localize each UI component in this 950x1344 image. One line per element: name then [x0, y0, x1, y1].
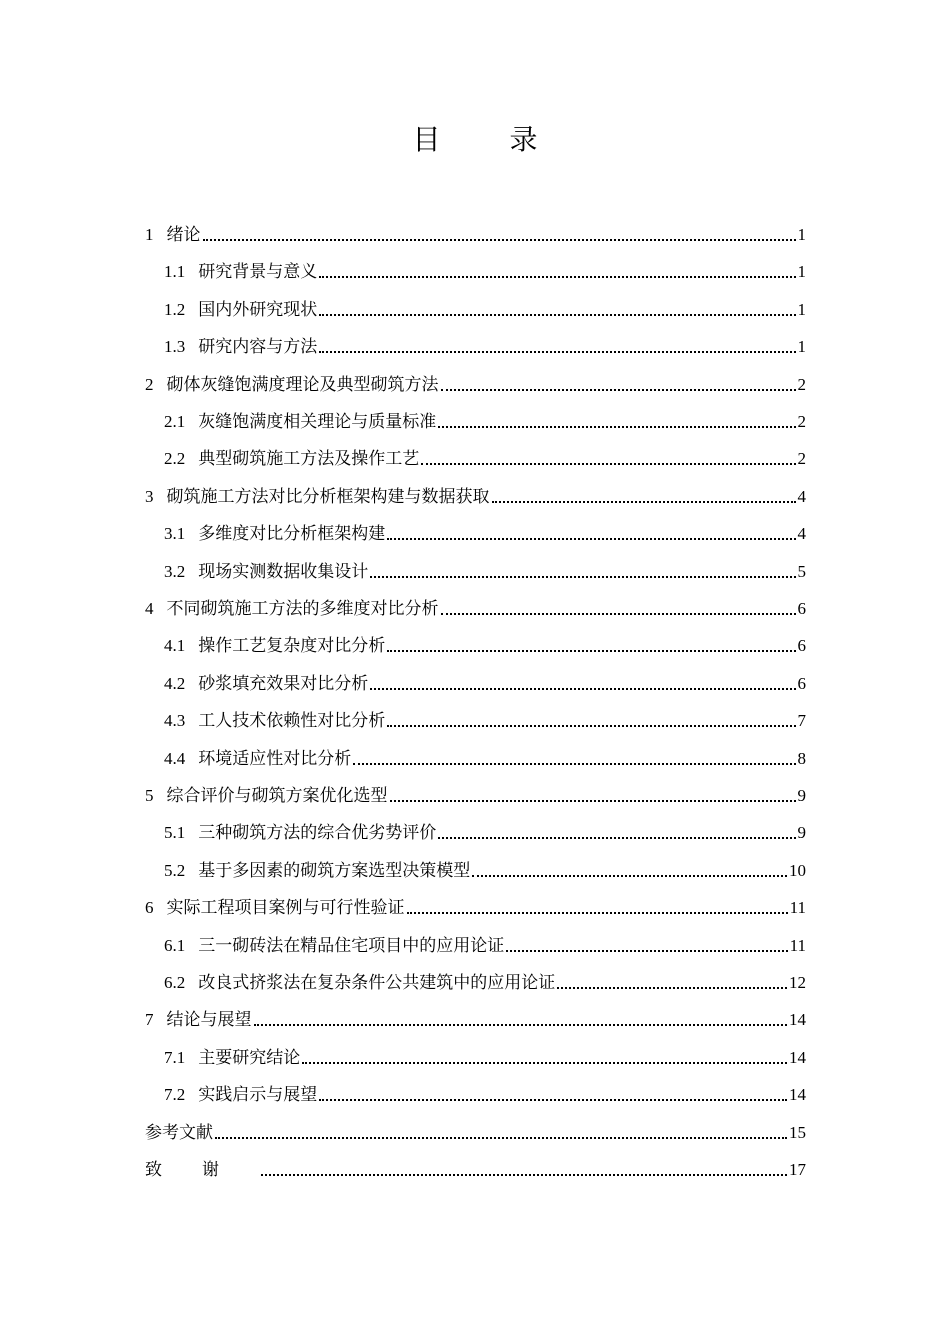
toc-entry-number: 6.1 [164, 935, 186, 955]
toc-leader-dots [370, 575, 795, 578]
toc-entry[interactable] [164, 553, 806, 583]
toc-entry-page: 6 [797, 636, 806, 656]
toc-entry[interactable] [164, 440, 806, 470]
toc-entry[interactable] [145, 889, 806, 919]
toc-entry-title: 研究背景与意义 [198, 262, 318, 283]
toc-entry-page: 14 [789, 1047, 806, 1067]
toc-entry-page: 1 [797, 299, 806, 319]
toc-entry[interactable] [164, 852, 806, 882]
toc-entry-page: 14 [789, 1085, 806, 1105]
toc-entry-number: 7.2 [164, 1085, 186, 1105]
toc-entry-number: 1.3 [164, 337, 186, 357]
toc-entry[interactable] [164, 702, 806, 732]
toc-leader-dots [215, 1136, 787, 1139]
toc-leader-dots [506, 949, 787, 952]
toc-leader-dots [441, 612, 796, 615]
toc-leader-dots [353, 762, 795, 765]
toc-entry-title: 结论与展望 [166, 1010, 252, 1031]
toc-entry-number: 4.1 [164, 636, 186, 656]
toc-entry[interactable] [164, 964, 806, 994]
toc-entry[interactable] [145, 366, 806, 396]
toc-entry-title: 研究内容与方法 [198, 337, 318, 358]
toc-leader-dots [370, 687, 795, 690]
toc-entry-title: 砂浆填充效果对比分析 [198, 673, 369, 694]
toc-entry-page: 12 [789, 973, 806, 992]
toc-entry-page: 2 [797, 374, 806, 394]
toc-entry-title: 灰缝饱满度相关理论与质量标准 [198, 412, 437, 432]
toc-entry[interactable] [145, 777, 806, 807]
toc-entry-title: 工人技术依赖性对比分析 [198, 711, 386, 732]
toc-entry-number: 1 [145, 225, 154, 244]
toc-entry-page: 9 [797, 786, 806, 805]
toc-entry-number: 3.1 [164, 524, 186, 544]
toc-entry-title: 砌筑施工方法对比分析框架构建与数据获取 [166, 486, 490, 507]
toc-entry-number: 3 [145, 486, 154, 506]
toc-entry-title: 绪论 [166, 225, 201, 245]
toc-entry-number: 2.2 [164, 449, 186, 469]
toc-entry-number: 4.2 [164, 673, 186, 693]
toc-leader-dots [472, 874, 787, 877]
toc-entry-page: 11 [789, 898, 806, 918]
toc-entry-number: 5.1 [164, 823, 186, 843]
toc-entry-number: 5 [145, 786, 154, 805]
toc-entry[interactable] [164, 740, 806, 770]
toc-leader-dots [302, 1061, 787, 1064]
toc-entry-page: 4 [797, 524, 806, 544]
toc-entry[interactable] [145, 478, 806, 508]
toc-entry-page: 4 [797, 486, 806, 506]
toc-entry-title: 致谢 [145, 1160, 259, 1180]
toc-entry-number: 3.2 [164, 561, 186, 581]
toc-entry-title: 参考文献 [145, 1122, 213, 1143]
toc-entry-number: 4 [145, 599, 154, 618]
toc-entry-page: 15 [789, 1122, 806, 1142]
toc-entry-number: 1.2 [164, 299, 186, 319]
toc-entry-title: 综合评价与砌筑方案优化选型 [166, 786, 388, 806]
toc-entry[interactable] [164, 291, 806, 321]
toc-entry[interactable] [164, 927, 806, 957]
toc-entry-number: 7.1 [164, 1047, 186, 1067]
toc-entry-title: 操作工艺复杂度对比分析 [198, 636, 386, 657]
toc-entry[interactable] [164, 814, 806, 844]
toc-leader-dots [319, 275, 795, 278]
toc-entry-page: 1 [797, 262, 806, 282]
toc-entry-page: 14 [789, 1010, 806, 1030]
toc-entry-page: 9 [797, 823, 806, 843]
toc-leader-dots [319, 313, 795, 316]
toc-entry-title: 实际工程项目案例与可行性验证 [166, 898, 405, 919]
toc-leader-dots [438, 836, 795, 839]
toc-entry-title: 环境适应性对比分析 [198, 748, 352, 769]
toc-entry-number: 7 [145, 1010, 154, 1030]
toc-entry-title: 砌体灰缝饱满度理论及典型砌筑方法 [166, 374, 439, 395]
toc-leader-dots [203, 238, 796, 241]
toc-entry-title: 三一砌砖法在精品住宅项目中的应用论证 [198, 935, 505, 956]
toc-entry-page: 1 [797, 337, 806, 357]
toc-leader-dots [387, 724, 795, 727]
toc-entry-page: 17 [789, 1160, 806, 1179]
toc-entry-title: 主要研究结论 [198, 1047, 301, 1068]
toc-entry[interactable] [164, 515, 806, 545]
toc-entry-page: 2 [797, 449, 806, 469]
toc-entry-number: 6 [145, 898, 154, 918]
toc-entry-title: 实践启示与展望 [198, 1085, 318, 1106]
toc-entry-title: 多维度对比分析框架构建 [198, 524, 386, 545]
toc-leader-dots [261, 1173, 787, 1176]
toc-entry-number: 4.4 [164, 748, 186, 768]
toc-entry-title: 现场实测数据收集设计 [198, 561, 369, 582]
toc-entry-title: 基于多因素的砌筑方案选型决策模型 [198, 860, 471, 881]
toc-entry[interactable] [164, 253, 806, 283]
toc-entry-number: 1.1 [164, 262, 186, 282]
toc-entry[interactable] [145, 590, 806, 620]
toc-entry-page: 10 [789, 860, 806, 880]
toc-entry-page: 6 [797, 599, 806, 618]
toc-entry-title: 三种砌筑方法的综合优劣势评价 [198, 823, 437, 844]
toc-entry[interactable] [145, 1114, 806, 1144]
toc-entry-page: 8 [797, 748, 806, 768]
toc-entry-page: 11 [789, 935, 806, 955]
toc-entry-number: 5.2 [164, 860, 186, 880]
toc-entry-page: 6 [797, 673, 806, 693]
toc-entry-number: 2 [145, 374, 154, 394]
toc-entry-title: 不同砌筑施工方法的多维度对比分析 [166, 599, 439, 619]
toc-leader-dots [387, 649, 795, 652]
toc-entry-title: 改良式挤浆法在复杂条件公共建筑中的应用论证 [198, 973, 556, 993]
toc-entry[interactable] [164, 1039, 806, 1069]
toc-entry[interactable] [164, 403, 806, 433]
toc-entry-number: 4.3 [164, 711, 186, 731]
toc-entry-page: 7 [797, 711, 806, 731]
toc-leader-dots [557, 986, 787, 989]
toc-entry-number: 6.2 [164, 973, 186, 992]
toc-leader-dots [319, 350, 795, 353]
toc-entry[interactable] [145, 1151, 806, 1181]
page-title: 目 录 [412, 123, 568, 156]
toc-leader-dots [254, 1023, 788, 1026]
toc-entry-number: 2.1 [164, 412, 186, 431]
toc-entry[interactable] [164, 665, 806, 695]
toc-leader-dots [438, 425, 795, 428]
toc-entry-title: 国内外研究现状 [198, 299, 318, 320]
toc-leader-dots [387, 537, 795, 540]
toc-leader-dots [421, 462, 795, 465]
toc-entry[interactable] [164, 328, 806, 358]
toc-entry-page: 1 [797, 225, 806, 244]
toc-entry-page: 5 [797, 561, 806, 581]
toc-entry[interactable] [164, 627, 806, 657]
toc-leader-dots [407, 911, 788, 914]
toc-leader-dots [390, 799, 796, 802]
toc-entry-page: 2 [797, 412, 806, 431]
toc-entry-title: 典型砌筑施工方法及操作工艺 [198, 449, 420, 470]
toc-leader-dots [319, 1098, 787, 1101]
toc-entry[interactable] [145, 1001, 806, 1031]
toc-leader-dots [441, 388, 796, 391]
toc-entry[interactable] [145, 216, 806, 246]
toc-entry[interactable] [164, 1076, 806, 1106]
toc-leader-dots [492, 500, 796, 503]
